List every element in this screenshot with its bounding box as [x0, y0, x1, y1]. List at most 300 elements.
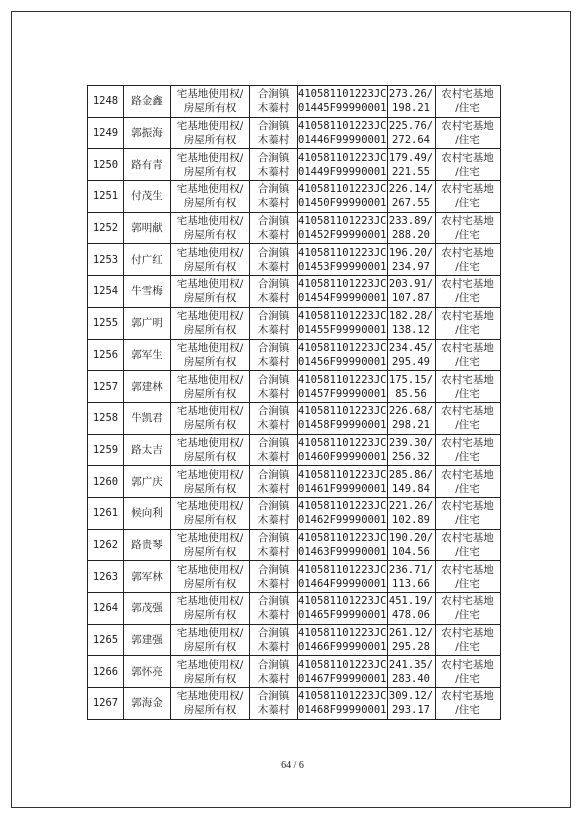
record-number-text: 1263: [92, 570, 119, 583]
owner-name-text: 郭海金: [131, 697, 163, 710]
right-type-text: 宅基地使用权/: [176, 690, 244, 703]
location-cell: [250, 466, 298, 498]
unit-code-text: 410581101223JC: [298, 215, 387, 228]
unit-code-text: 410581101223JC: [298, 310, 387, 323]
right-type-text: 房屋所有权: [183, 229, 237, 242]
land-use-text: /住宅: [455, 165, 480, 178]
area-cell: [387, 86, 435, 118]
right-type-text: 宅基地使用权/: [176, 246, 244, 259]
area-text: 226.14/: [388, 183, 434, 196]
unit-code-text: 410581101223JC: [298, 468, 387, 481]
right-type-text: 宅基地使用权/: [176, 278, 244, 291]
land-use-cell: [435, 561, 500, 593]
location-text: 木蓁村: [257, 641, 290, 654]
record-number-text: 1262: [92, 538, 119, 551]
record-number-text: 1248: [92, 95, 119, 108]
land-use-text: 农村宅基地: [441, 120, 494, 133]
location-text: 合涧镇: [257, 151, 290, 164]
land-use-text: 农村宅基地: [441, 88, 494, 101]
record-number-cell: [88, 497, 124, 529]
area-text: 102.89: [392, 514, 430, 527]
location-text: 合涧镇: [257, 627, 290, 640]
land-use-cell: [435, 244, 500, 276]
area-text: 179.49/: [388, 151, 434, 164]
unit-code-cell: [298, 307, 388, 339]
right-type-cell: [171, 656, 250, 688]
area-cell: [387, 181, 435, 213]
unit-code-text: 410581101223JC: [298, 405, 387, 418]
unit-code-text: 01457F99990001: [298, 387, 387, 400]
table-row: [88, 117, 501, 149]
owner-name-text: 路太吉: [131, 443, 163, 456]
unit-code-cell: [298, 593, 388, 625]
unit-code-text: 410581101223JC: [298, 120, 387, 133]
area-cell: [387, 624, 435, 656]
owner-name-cell: [124, 656, 171, 688]
land-use-text: /住宅: [455, 482, 480, 495]
location-cell: [250, 688, 298, 720]
unit-code-cell: [298, 339, 388, 371]
unit-code-text: 01445F99990001: [298, 102, 387, 115]
land-use-cell: [435, 688, 500, 720]
right-type-text: 宅基地使用权/: [176, 627, 244, 640]
unit-code-text: 01446F99990001: [298, 134, 387, 147]
right-type-cell: [171, 371, 250, 403]
area-text: 138.12: [392, 324, 430, 337]
record-number-text: 1254: [92, 285, 119, 298]
land-use-text: 农村宅基地: [441, 310, 494, 323]
location-cell: [250, 307, 298, 339]
table-row: [88, 276, 501, 308]
area-text: 236.71/: [388, 563, 434, 576]
location-text: 木蓁村: [257, 450, 290, 463]
right-type-cell: [171, 244, 250, 276]
unit-code-text: 410581101223JC: [298, 183, 387, 196]
area-text: 234.97: [392, 260, 430, 273]
location-text: 合涧镇: [257, 690, 290, 703]
area-cell: [387, 466, 435, 498]
table-row: [88, 466, 501, 498]
right-type-text: 宅基地使用权/: [176, 215, 244, 228]
table-row: [88, 688, 501, 720]
record-number-text: 1253: [92, 253, 119, 266]
area-cell: [387, 117, 435, 149]
land-use-text: /住宅: [455, 355, 480, 368]
record-number-cell: [88, 561, 124, 593]
location-cell: [250, 593, 298, 625]
location-text: 合涧镇: [257, 405, 290, 418]
land-use-text: /住宅: [455, 387, 480, 400]
area-text: 107.87: [392, 292, 430, 305]
unit-code-text: 01452F99990001: [298, 229, 387, 242]
location-cell: [250, 149, 298, 181]
right-type-cell: [171, 149, 250, 181]
right-type-cell: [171, 276, 250, 308]
location-text: 木蓁村: [257, 387, 290, 400]
land-use-cell: [435, 339, 500, 371]
registration-table: [87, 85, 501, 720]
location-cell: [250, 529, 298, 561]
location-text: 木蓁村: [257, 134, 290, 147]
right-type-text: 宅基地使用权/: [176, 373, 244, 386]
unit-code-text: 410581101223JC: [298, 88, 387, 101]
right-type-cell: [171, 561, 250, 593]
right-type-text: 宅基地使用权/: [176, 531, 244, 544]
area-text: 285.86/: [388, 468, 434, 481]
owner-name-text: 路金鑫: [131, 95, 163, 108]
land-use-text: /住宅: [455, 704, 480, 717]
area-text: 267.55: [392, 197, 430, 210]
owner-name-text: 付广红: [131, 253, 163, 266]
area-text: 288.20: [392, 229, 430, 242]
location-text: 木蓁村: [257, 292, 290, 305]
area-text: 239.30/: [388, 436, 434, 449]
location-text: 合涧镇: [257, 500, 290, 513]
right-type-text: 宅基地使用权/: [176, 183, 244, 196]
land-use-cell: [435, 276, 500, 308]
record-number-text: 1261: [92, 507, 119, 520]
land-use-text: 农村宅基地: [441, 405, 494, 418]
land-use-cell: [435, 402, 500, 434]
record-number-text: 1251: [92, 190, 119, 203]
area-text: 241.35/: [388, 658, 434, 671]
area-text: 451.19/: [388, 595, 434, 608]
right-type-text: 宅基地使用权/: [176, 563, 244, 576]
unit-code-cell: [298, 688, 388, 720]
area-cell: [387, 371, 435, 403]
area-cell: [387, 529, 435, 561]
land-use-text: 农村宅基地: [441, 151, 494, 164]
area-cell: [387, 307, 435, 339]
right-type-cell: [171, 86, 250, 118]
unit-code-cell: [298, 624, 388, 656]
record-number-cell: [88, 181, 124, 213]
area-text: 256.32: [392, 450, 430, 463]
right-type-text: 宅基地使用权/: [176, 500, 244, 513]
location-cell: [250, 624, 298, 656]
location-text: 合涧镇: [257, 468, 290, 481]
owner-name-text: 郭茂强: [131, 602, 163, 615]
land-use-cell: [435, 656, 500, 688]
unit-code-cell: [298, 434, 388, 466]
right-type-cell: [171, 307, 250, 339]
land-use-text: /住宅: [455, 260, 480, 273]
location-text: 合涧镇: [257, 278, 290, 291]
unit-code-cell: [298, 402, 388, 434]
land-use-cell: [435, 307, 500, 339]
location-text: 合涧镇: [257, 563, 290, 576]
table-row: [88, 244, 501, 276]
area-text: 226.68/: [388, 405, 434, 418]
right-type-text: 宅基地使用权/: [176, 341, 244, 354]
record-number-text: 1250: [92, 158, 119, 171]
location-text: 木蓁村: [257, 514, 290, 527]
owner-name-cell: [124, 371, 171, 403]
area-text: 104.56: [392, 545, 430, 558]
record-number-cell: [88, 86, 124, 118]
owner-name-text: 路有青: [131, 158, 163, 171]
right-type-text: 宅基地使用权/: [176, 595, 244, 608]
owner-name-cell: [124, 561, 171, 593]
owner-name-text: 牛雪梅: [131, 285, 163, 298]
unit-code-text: 410581101223JC: [298, 690, 387, 703]
land-use-text: /住宅: [455, 102, 480, 115]
table-row: [88, 593, 501, 625]
owner-name-cell: [124, 339, 171, 371]
land-use-cell: [435, 529, 500, 561]
area-cell: [387, 497, 435, 529]
unit-code-text: 01465F99990001: [298, 609, 387, 622]
owner-name-cell: [124, 307, 171, 339]
record-number-cell: [88, 339, 124, 371]
right-type-text: 宅基地使用权/: [176, 658, 244, 671]
right-type-text: 房屋所有权: [183, 260, 237, 273]
location-text: 木蓁村: [257, 545, 290, 558]
land-use-text: /住宅: [455, 419, 480, 432]
land-use-cell: [435, 624, 500, 656]
area-cell: [387, 656, 435, 688]
right-type-cell: [171, 434, 250, 466]
unit-code-text: 410581101223JC: [298, 658, 387, 671]
record-number-cell: [88, 688, 124, 720]
right-type-text: 房屋所有权: [183, 545, 237, 558]
location-cell: [250, 339, 298, 371]
table-row: [88, 624, 501, 656]
area-text: 234.45/: [388, 341, 434, 354]
owner-name-text: 郭怀亮: [131, 665, 163, 678]
land-use-text: 农村宅基地: [441, 215, 494, 228]
owner-name-cell: [124, 466, 171, 498]
right-type-text: 房屋所有权: [183, 577, 237, 590]
owner-name-cell: [124, 402, 171, 434]
right-type-text: 房屋所有权: [183, 355, 237, 368]
location-cell: [250, 402, 298, 434]
record-number-text: 1249: [92, 127, 119, 140]
location-cell: [250, 561, 298, 593]
owner-name-cell: [124, 149, 171, 181]
land-use-text: /住宅: [455, 545, 480, 558]
location-text: 木蓁村: [257, 672, 290, 685]
right-type-cell: [171, 624, 250, 656]
right-type-cell: [171, 402, 250, 434]
owner-name-text: 路贵琴: [131, 538, 163, 551]
record-number-cell: [88, 593, 124, 625]
land-use-cell: [435, 434, 500, 466]
owner-name-cell: [124, 593, 171, 625]
land-use-text: /住宅: [455, 197, 480, 210]
right-type-text: 宅基地使用权/: [176, 151, 244, 164]
land-use-cell: [435, 181, 500, 213]
location-cell: [250, 497, 298, 529]
area-text: 190.20/: [388, 531, 434, 544]
unit-code-text: 01454F99990001: [298, 292, 387, 305]
unit-code-text: 01455F99990001: [298, 324, 387, 337]
record-number-cell: [88, 402, 124, 434]
land-use-text: /住宅: [455, 577, 480, 590]
right-type-text: 宅基地使用权/: [176, 436, 244, 449]
unit-code-cell: [298, 212, 388, 244]
right-type-text: 宅基地使用权/: [176, 405, 244, 418]
unit-code-cell: [298, 497, 388, 529]
table-row: [88, 339, 501, 371]
location-text: 木蓁村: [257, 165, 290, 178]
location-cell: [250, 434, 298, 466]
unit-code-text: 01453F99990001: [298, 260, 387, 273]
area-cell: [387, 434, 435, 466]
right-type-cell: [171, 529, 250, 561]
record-number-cell: [88, 276, 124, 308]
unit-code-cell: [298, 466, 388, 498]
owner-name-text: 郭建林: [131, 380, 163, 393]
area-text: 182.28/: [388, 310, 434, 323]
land-use-text: /住宅: [455, 609, 480, 622]
land-use-cell: [435, 466, 500, 498]
land-use-text: 农村宅基地: [441, 468, 494, 481]
location-cell: [250, 86, 298, 118]
right-type-cell: [171, 466, 250, 498]
land-use-text: 农村宅基地: [441, 690, 494, 703]
owner-name-text: 郭广庆: [131, 475, 163, 488]
table-row: [88, 371, 501, 403]
record-number-text: 1260: [92, 475, 119, 488]
owner-name-text: 郭建强: [131, 634, 163, 647]
right-type-cell: [171, 593, 250, 625]
location-cell: [250, 117, 298, 149]
right-type-cell: [171, 212, 250, 244]
land-use-text: 农村宅基地: [441, 595, 494, 608]
unit-code-text: 410581101223JC: [298, 500, 387, 513]
land-use-text: 农村宅基地: [441, 531, 494, 544]
table-body: [88, 86, 501, 720]
land-use-text: 农村宅基地: [441, 278, 494, 291]
land-use-text: /住宅: [455, 292, 480, 305]
unit-code-cell: [298, 276, 388, 308]
location-text: 合涧镇: [257, 658, 290, 671]
right-type-text: 房屋所有权: [183, 609, 237, 622]
unit-code-text: 410581101223JC: [298, 595, 387, 608]
right-type-text: 房屋所有权: [183, 102, 237, 115]
right-type-cell: [171, 339, 250, 371]
location-text: 木蓁村: [257, 324, 290, 337]
land-use-cell: [435, 149, 500, 181]
location-text: 合涧镇: [257, 310, 290, 323]
right-type-cell: [171, 688, 250, 720]
right-type-text: 房屋所有权: [183, 419, 237, 432]
location-cell: [250, 181, 298, 213]
land-use-text: /住宅: [455, 229, 480, 242]
land-use-text: /住宅: [455, 672, 480, 685]
area-text: 203.91/: [388, 278, 434, 291]
owner-name-cell: [124, 624, 171, 656]
land-use-text: 农村宅基地: [441, 627, 494, 640]
right-type-text: 房屋所有权: [183, 704, 237, 717]
area-text: 283.40: [392, 672, 430, 685]
record-number-cell: [88, 529, 124, 561]
area-text: 295.49: [392, 355, 430, 368]
location-text: 合涧镇: [257, 436, 290, 449]
unit-code-text: 410581101223JC: [298, 341, 387, 354]
area-text: 261.12/: [388, 627, 434, 640]
location-text: 合涧镇: [257, 373, 290, 386]
land-use-text: 农村宅基地: [441, 183, 494, 196]
land-use-text: /住宅: [455, 641, 480, 654]
location-cell: [250, 656, 298, 688]
owner-name-text: 郭明献: [131, 222, 163, 235]
table-row: [88, 529, 501, 561]
location-text: 合涧镇: [257, 215, 290, 228]
right-type-text: 房屋所有权: [183, 514, 237, 527]
area-cell: [387, 402, 435, 434]
record-number-text: 1257: [92, 380, 119, 393]
owner-name-cell: [124, 181, 171, 213]
location-text: 木蓁村: [257, 704, 290, 717]
right-type-text: 房屋所有权: [183, 292, 237, 305]
unit-code-cell: [298, 149, 388, 181]
location-text: 合涧镇: [257, 88, 290, 101]
record-number-text: 1256: [92, 348, 119, 361]
table-row: [88, 497, 501, 529]
owner-name-cell: [124, 276, 171, 308]
area-cell: [387, 593, 435, 625]
land-use-text: 农村宅基地: [441, 436, 494, 449]
unit-code-text: 01466F99990001: [298, 641, 387, 654]
location-text: 合涧镇: [257, 341, 290, 354]
land-use-text: 农村宅基地: [441, 341, 494, 354]
area-text: 273.26/: [388, 88, 434, 101]
unit-code-cell: [298, 86, 388, 118]
location-text: 木蓁村: [257, 419, 290, 432]
record-number-cell: [88, 371, 124, 403]
unit-code-text: 01464F99990001: [298, 577, 387, 590]
table-row: [88, 86, 501, 118]
record-number-cell: [88, 307, 124, 339]
owner-name-cell: [124, 497, 171, 529]
owner-name-cell: [124, 529, 171, 561]
right-type-text: 房屋所有权: [183, 482, 237, 495]
location-text: 木蓁村: [257, 260, 290, 273]
record-number-cell: [88, 466, 124, 498]
unit-code-text: 410581101223JC: [298, 278, 387, 291]
record-number-cell: [88, 212, 124, 244]
unit-code-text: 410581101223JC: [298, 436, 387, 449]
unit-code-cell: [298, 529, 388, 561]
unit-code-text: 410581101223JC: [298, 246, 387, 259]
location-cell: [250, 244, 298, 276]
land-use-cell: [435, 86, 500, 118]
table-row: [88, 181, 501, 213]
owner-name-cell: [124, 434, 171, 466]
unit-code-text: 01450F99990001: [298, 197, 387, 210]
right-type-text: 宅基地使用权/: [176, 310, 244, 323]
area-text: 225.76/: [388, 120, 434, 133]
table-row: [88, 212, 501, 244]
unit-code-cell: [298, 561, 388, 593]
record-number-cell: [88, 656, 124, 688]
owner-name-cell: [124, 244, 171, 276]
right-type-text: 宅基地使用权/: [176, 88, 244, 101]
location-text: 木蓁村: [257, 609, 290, 622]
right-type-text: 房屋所有权: [183, 672, 237, 685]
location-text: 合涧镇: [257, 531, 290, 544]
record-number-text: 1267: [92, 697, 119, 710]
unit-code-text: 01458F99990001: [298, 419, 387, 432]
table-row: [88, 434, 501, 466]
record-number-cell: [88, 624, 124, 656]
unit-code-text: 410581101223JC: [298, 627, 387, 640]
unit-code-text: 410581101223JC: [298, 373, 387, 386]
area-cell: [387, 244, 435, 276]
area-text: 113.66: [392, 577, 430, 590]
